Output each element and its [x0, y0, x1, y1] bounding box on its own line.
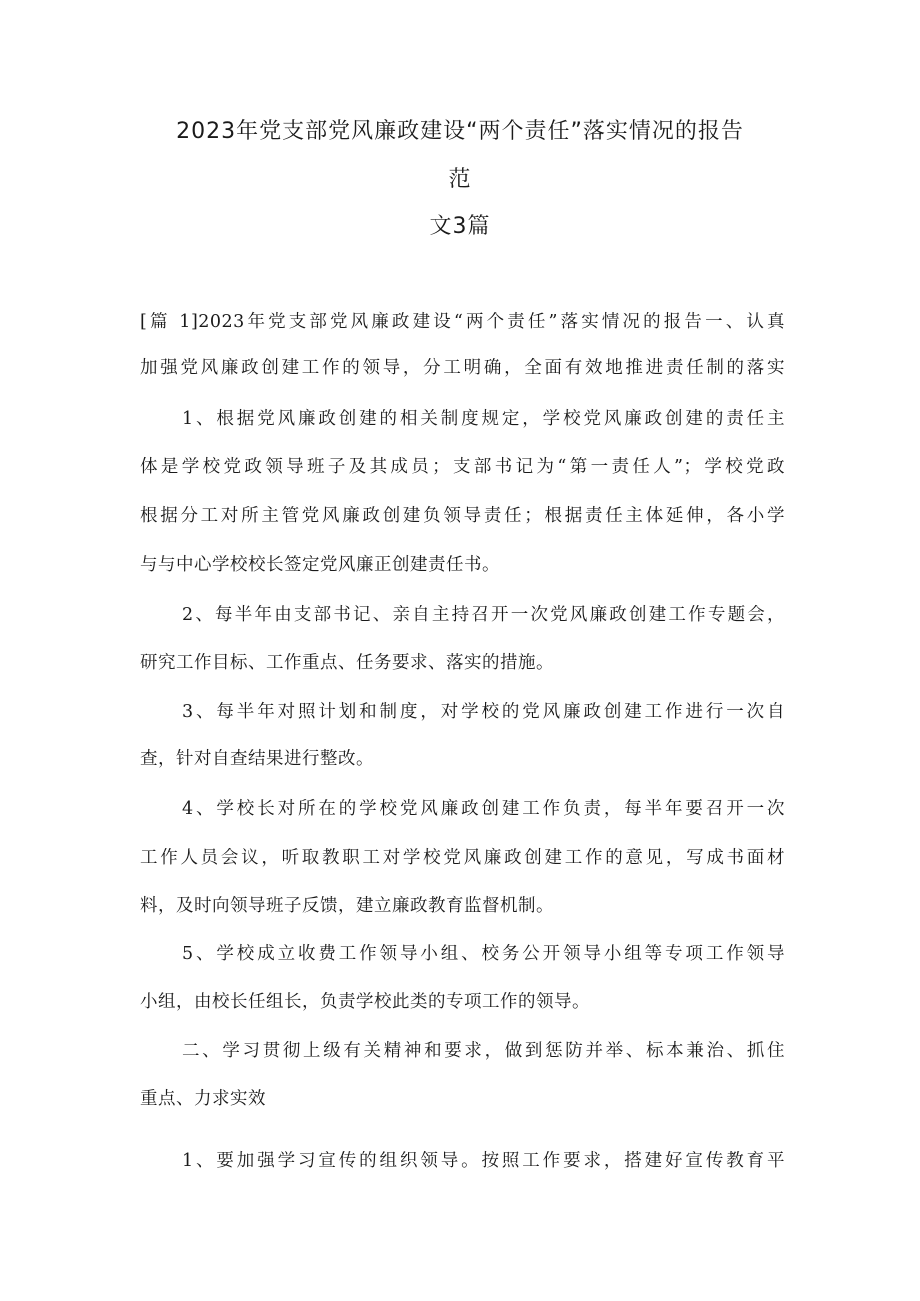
- text-line: 3、每半年对照计划和制度，对学校的党风廉政创建工作进行一次自: [182, 702, 785, 722]
- text-line: 5、学校成立收费工作领导小组、校务公开领导小组等专项工作领导: [182, 944, 785, 964]
- text-line: 加强党风廉政创建工作的领导，分工明确，全面有效地推进责任制的落实: [140, 358, 785, 378]
- text-line: 体是学校党政领导班子及其成员；支部书记为“第一责任人”；学校党政: [140, 457, 785, 477]
- text-line: 小组，由校长任组长，负责学校此类的专项工作的领导。: [140, 992, 590, 1012]
- text-line: 1、要加强学习宣传的组织领导。按照工作要求，搭建好宣传教育平: [182, 1151, 785, 1171]
- text-line: 二、学习贯彻上级有关精神和要求，做到惩防并举、标本兼治、抓住: [182, 1041, 785, 1061]
- text-line: 研究工作目标、工作重点、任务要求、落实的措施。: [140, 653, 554, 673]
- text-line: [篇 1]2023年党支部党风廉政建设“两个责任”落实情况的报告一、认真: [140, 312, 785, 332]
- text-line: 查，针对自查结果进行整改。: [140, 749, 374, 769]
- text-line: 1、根据党风廉政创建的相关制度规定，学校党风廉政创建的责任主: [182, 409, 785, 429]
- text-line: 重点、力求实效: [140, 1089, 266, 1109]
- text-line: 与与中心学校校长签定党风廉正创建责任书。: [140, 555, 500, 575]
- text-line: 工作人员会议，听取教职工对学校党风廉政创建工作的意见，写成书面材: [140, 848, 785, 868]
- text-line: 4、学校长对所在的学校党风廉政创建工作负责，每半年要召开一次: [182, 799, 785, 819]
- text-line: 2、每半年由支部书记、亲自主持召开一次党风廉政创建工作专题会，: [182, 605, 785, 625]
- document-title-line-3: 文3篇: [429, 214, 491, 239]
- text-line: 根据分工对所主管党风廉政创建负领导责任；根据责任主体延伸，各小学: [140, 506, 785, 526]
- document-title-line-2: 范: [448, 167, 472, 192]
- document-title-line-1: 2023年党支部党风廉政建设“两个责任”落实情况的报告: [176, 119, 744, 144]
- text-line: 料，及时向领导班子反馈，建立廉政教育监督机制。: [140, 896, 554, 916]
